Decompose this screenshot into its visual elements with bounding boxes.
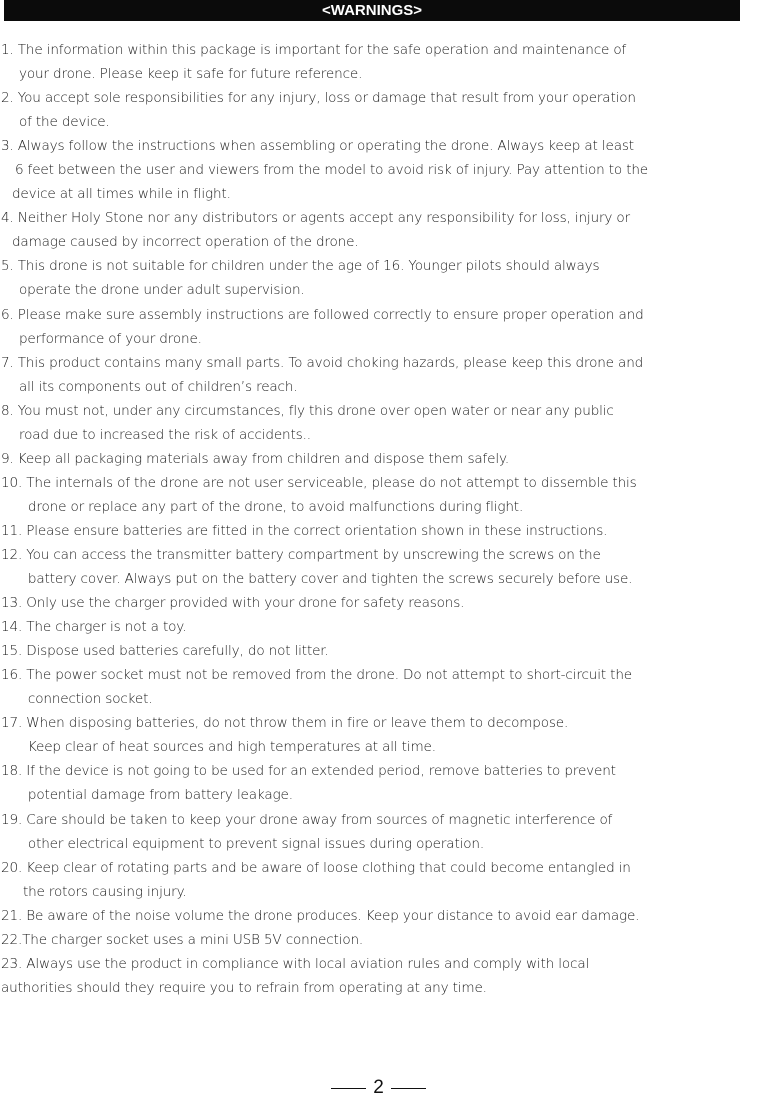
warning-line: 7. This product contains many small parts. To avoid choking hazards, please keep this drone and xyxy=(1,354,644,371)
warning-line: damage caused by incorrect operation of the drone. xyxy=(11,234,359,251)
warning-line: the rotors causing injury. xyxy=(22,883,187,900)
warning-line: 17. When disposing batteries, do not throw them in fire or leave them to decompose. xyxy=(1,715,569,732)
page-number: 2 xyxy=(373,1077,384,1098)
warning-line: drone or replace any part of the drone, to avoid malfunctions during flight. xyxy=(27,498,524,515)
warning-line: 14. The charger is not a toy. xyxy=(1,619,187,636)
warning-line: 13. Only use the charger provided with your drone for safety reasons. xyxy=(1,595,465,612)
warning-item xyxy=(1,399,757,447)
warning-item xyxy=(1,447,757,471)
warning-item xyxy=(1,808,757,856)
warning-line: 21. Be aware of the noise volume the drone produces. Keep your distance to avoid ear damage. xyxy=(1,907,640,924)
warning-line: your drone. Please keep it safe for future reference. xyxy=(18,66,363,83)
warning-line: road due to increased the risk of accidents.. xyxy=(18,426,311,443)
warning-line: performance of your drone. xyxy=(18,330,202,347)
warning-item xyxy=(1,759,757,807)
warning-line: all its components out of children’s reach. xyxy=(18,378,298,395)
warning-item xyxy=(1,543,757,591)
warning-line: 3. Always follow the instructions when assembling or operating the drone. Always keep at least xyxy=(1,138,634,155)
warning-item xyxy=(1,856,757,904)
warning-line: 22.The charger socket uses a mini USB 5V connection. xyxy=(1,931,364,948)
warning-line: operate the drone under adult supervision. xyxy=(18,282,305,299)
warning-item xyxy=(1,639,757,663)
footer-rule-right xyxy=(391,1088,426,1089)
warning-line: device at all times while in flight. xyxy=(11,186,231,203)
warning-line: potential damage from battery leakage. xyxy=(27,787,293,804)
warning-item xyxy=(1,591,757,615)
warnings-title: <WARNINGS> xyxy=(321,2,423,19)
warning-line: 9. Keep all packaging materials away from children and dispose them safely. xyxy=(1,450,510,467)
warning-line: 11. Please ensure batteries are fitted in the correct orientation shown in these instructions. xyxy=(1,522,608,539)
warning-item xyxy=(1,351,757,399)
warning-item xyxy=(1,134,757,206)
warning-item xyxy=(1,254,757,302)
warning-item xyxy=(1,952,757,1000)
warning-line: other electrical equipment to prevent signal issues during operation. xyxy=(27,835,484,852)
warnings-header xyxy=(4,0,740,21)
warning-item xyxy=(1,303,757,351)
warning-line: 4. Neither Holy Stone nor any distributors or agents accept any responsibility for loss, injury or xyxy=(1,210,631,227)
warning-line: 1. The information within this package is important for the safe operation and maintenance of xyxy=(1,42,627,58)
warning-item xyxy=(1,38,757,86)
warning-item xyxy=(1,711,757,759)
warning-line: 8. You must not, under any circumstances, fly this drone over open water or near any public xyxy=(1,402,614,419)
warning-item xyxy=(1,615,757,639)
warning-line: 6 feet between the user and viewers from the model to avoid risk of injury. Pay attention to the xyxy=(14,162,649,179)
warning-line: authorities should they require you to refrain from operating at any time. xyxy=(1,979,487,996)
warning-item xyxy=(1,206,757,254)
warning-item xyxy=(1,86,757,134)
warning-line: battery cover. Always put on the battery cover and tighten the screws securely before use. xyxy=(27,571,633,588)
warning-line: 2. You accept sole responsibilities for any injury, loss or damage that result from your operation xyxy=(1,90,636,107)
warning-line: 5. This drone is not suitable for children under the age of 16. Younger pilots should always xyxy=(1,258,600,275)
warning-line: 12. You can access the transmitter battery compartment by unscrewing the screws on the xyxy=(1,546,601,563)
page-footer xyxy=(0,1076,757,1100)
warning-line: 10. The internals of the drone are not user serviceable, please do not attempt to dissemble this xyxy=(1,474,637,491)
warning-item xyxy=(1,663,757,711)
warning-item xyxy=(1,519,757,543)
warning-line: 19. Care should be taken to keep your drone away from sources of magnetic interference of xyxy=(1,811,613,828)
warning-line: of the device. xyxy=(18,114,110,131)
warning-line: 20. Keep clear of rotating parts and be aware of loose clothing that could become entangled in xyxy=(1,859,631,876)
warning-line: Keep clear of heat sources and high temperatures at all time. xyxy=(27,739,436,756)
warnings-list xyxy=(1,38,757,1000)
warning-line: 6. Please make sure assembly instructions are followed correctly to ensure proper operation and xyxy=(1,306,644,323)
footer-rule-left xyxy=(331,1088,366,1089)
warning-line: 16. The power socket must not be removed from the drone. Do not attempt to short-circuit the xyxy=(1,667,632,684)
warning-line: connection socket. xyxy=(27,691,153,708)
warning-item xyxy=(1,904,757,928)
warning-line: 18. If the device is not going to be used for an extended period, remove batteries to prevent xyxy=(1,763,616,780)
warning-line: 15. Dispose used batteries carefully, do not litter. xyxy=(1,643,329,660)
warning-line: 23. Always use the product in compliance with local aviation rules and comply with local xyxy=(1,955,590,972)
warning-item xyxy=(1,471,757,519)
warning-item xyxy=(1,928,757,952)
